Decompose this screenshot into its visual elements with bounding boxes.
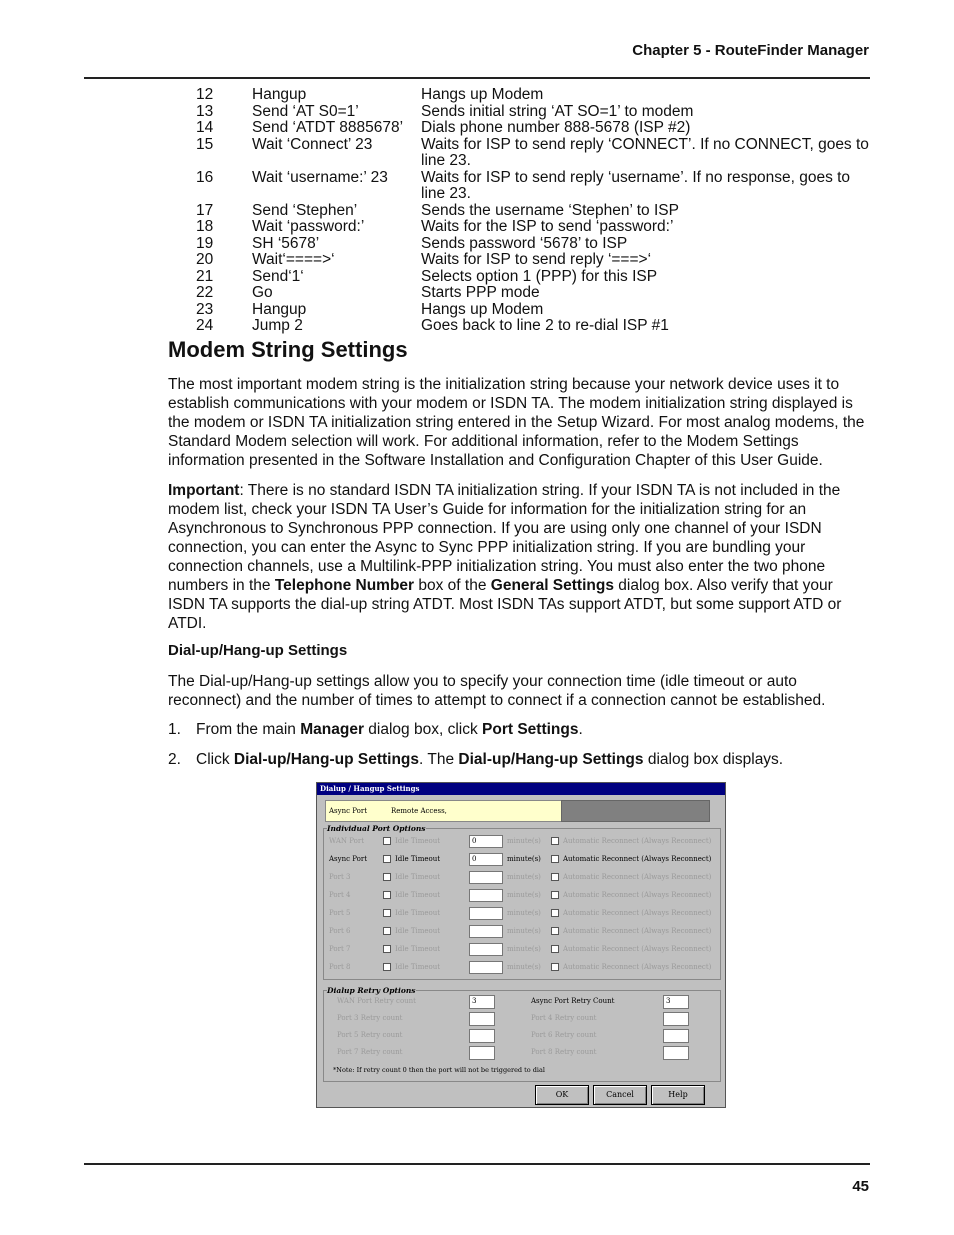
idle-timeout-checkbox[interactable] bbox=[383, 855, 391, 863]
minutes-label: minute(s) bbox=[507, 873, 541, 881]
idle-timeout-label: Idle Timeout bbox=[395, 891, 441, 899]
idle-timeout-label: Idle Timeout bbox=[395, 963, 441, 971]
step-command: Send ‘ATDT 8885678’ bbox=[252, 119, 404, 136]
step-number: 20 bbox=[196, 251, 214, 268]
step-number: 19 bbox=[196, 234, 214, 252]
list-text bbox=[196, 720, 583, 739]
port-info-bar-dark bbox=[561, 800, 710, 822]
step-description: Dials phone number 888-5678 (ISP #2) bbox=[421, 119, 691, 136]
step-command: Wait ‘Connect’ 23 bbox=[252, 135, 373, 153]
idle-timeout-checkbox[interactable] bbox=[383, 837, 391, 845]
port-row bbox=[329, 907, 719, 921]
port-row bbox=[329, 943, 719, 957]
step-command: Jump 2 bbox=[252, 317, 303, 334]
li1-c: dialog box, click bbox=[363, 721, 483, 738]
step-command: Send ‘Stephen’ bbox=[252, 201, 358, 219]
step-number: 15 bbox=[196, 135, 214, 153]
retry-row bbox=[531, 995, 721, 1009]
step-description: Waits for the ISP to send ‘password:’ bbox=[421, 218, 674, 235]
cancel-button[interactable]: Cancel bbox=[593, 1085, 647, 1105]
minutes-label: minute(s) bbox=[507, 963, 541, 971]
idle-minutes-input[interactable] bbox=[469, 961, 503, 974]
retry-note: *Note: If retry count 0 then the port will not be triggered to dial bbox=[333, 1066, 545, 1074]
running-header: Chapter 5 - RouteFinder Manager bbox=[632, 42, 869, 59]
step-number: 16 bbox=[196, 168, 214, 186]
step-command: Hangup bbox=[252, 300, 307, 318]
step-number: 24 bbox=[196, 317, 214, 334]
general-settings-term: General Settings bbox=[490, 577, 614, 594]
ok-button[interactable]: OK bbox=[535, 1085, 589, 1105]
retry-row bbox=[337, 995, 527, 1009]
step-number: 21 bbox=[196, 267, 214, 285]
auto-reconnect-checkbox[interactable] bbox=[551, 927, 559, 935]
idle-timeout-checkbox[interactable] bbox=[383, 891, 391, 899]
retry-row bbox=[531, 1012, 721, 1026]
retry-count-input[interactable] bbox=[663, 1046, 689, 1060]
table-row bbox=[196, 285, 876, 302]
step-description: Sends initial string ‘AT SO=1’ to modem bbox=[421, 102, 694, 120]
idle-timeout-label: Idle Timeout bbox=[395, 945, 441, 953]
auto-reconnect-checkbox[interactable] bbox=[551, 909, 559, 917]
li1-a: From the main bbox=[196, 721, 301, 738]
auto-reconnect-label: Automatic Reconnect (Always Reconnect) bbox=[563, 963, 712, 971]
step-command: Wait‘====>‘ bbox=[252, 251, 335, 268]
retry-count-input[interactable] bbox=[469, 1012, 495, 1026]
minutes-label: minute(s) bbox=[507, 891, 541, 899]
manager-term: Manager bbox=[300, 721, 364, 738]
port-row bbox=[329, 961, 719, 975]
dialup-hangup-dialog bbox=[316, 782, 726, 1108]
minutes-label: minute(s) bbox=[507, 927, 541, 935]
auto-reconnect-checkbox[interactable] bbox=[551, 891, 559, 899]
retry-count-input[interactable] bbox=[469, 1046, 495, 1060]
port-row bbox=[329, 835, 719, 849]
idle-minutes-input[interactable] bbox=[469, 871, 503, 884]
retry-count-input[interactable] bbox=[663, 1012, 689, 1026]
port-name: Port 3 bbox=[329, 873, 351, 881]
retry-label: Async Port Retry Count bbox=[531, 997, 615, 1005]
port-name: Port 4 bbox=[329, 891, 351, 899]
async-port-label: Async Port bbox=[329, 807, 368, 815]
idle-timeout-checkbox[interactable] bbox=[383, 945, 391, 953]
table-row bbox=[196, 302, 876, 319]
step-command: Go bbox=[252, 284, 273, 301]
minutes-label: minute(s) bbox=[507, 945, 541, 953]
retry-count-input[interactable] bbox=[469, 1029, 495, 1043]
retry-label: WAN Port Retry count bbox=[337, 997, 416, 1005]
idle-timeout-checkbox[interactable] bbox=[383, 927, 391, 935]
li2-a: Click bbox=[196, 751, 234, 768]
idle-timeout-checkbox[interactable] bbox=[383, 963, 391, 971]
li2-c: . The bbox=[419, 751, 459, 768]
script-steps-table bbox=[196, 87, 876, 335]
idle-timeout-label: Idle Timeout bbox=[395, 837, 441, 845]
retry-row bbox=[531, 1029, 721, 1043]
individual-port-options-label: Individual Port Options bbox=[327, 824, 426, 833]
port-name: WAN Port bbox=[329, 837, 365, 845]
table-row bbox=[196, 104, 876, 121]
step-command: Wait ‘password:’ bbox=[252, 218, 365, 235]
step-description: Sends the username ‘Stephen’ to ISP bbox=[421, 201, 679, 219]
table-row bbox=[196, 120, 876, 137]
step-number: 13 bbox=[196, 102, 214, 120]
paragraph-important bbox=[168, 481, 868, 633]
individual-port-options-group bbox=[323, 828, 721, 980]
idle-timeout-label: Idle Timeout bbox=[395, 873, 441, 881]
list-item bbox=[168, 720, 868, 739]
retry-count-value: 3 bbox=[666, 997, 671, 1005]
port-info-bar bbox=[325, 800, 562, 822]
dialog-title: Dialup / Hangup Settings bbox=[317, 783, 725, 795]
auto-reconnect-checkbox[interactable] bbox=[551, 945, 559, 953]
port-name: Port 8 bbox=[329, 963, 351, 971]
retry-count-value: 3 bbox=[472, 997, 477, 1005]
important-label: Important bbox=[168, 482, 240, 499]
page-number: 45 bbox=[852, 1178, 869, 1195]
list-number: 2. bbox=[168, 751, 181, 768]
idle-timeout-label: Idle Timeout bbox=[395, 909, 441, 917]
step-number: 18 bbox=[196, 218, 214, 235]
step-number: 14 bbox=[196, 119, 214, 136]
table-row bbox=[196, 236, 876, 253]
retry-row bbox=[337, 1029, 527, 1043]
dialup-settings-term: Dial-up/Hang-up Settings bbox=[233, 751, 420, 768]
idle-timeout-checkbox[interactable] bbox=[383, 909, 391, 917]
step-description: Waits for ISP to send reply ‘CONNECT’. If no CONNECT, goes to line 23. bbox=[421, 135, 869, 169]
auto-reconnect-label: Automatic Reconnect (Always Reconnect) bbox=[563, 873, 712, 881]
step-number: 12 bbox=[196, 86, 214, 103]
table-row bbox=[196, 219, 876, 236]
idle-timeout-checkbox[interactable] bbox=[383, 873, 391, 881]
auto-reconnect-label: Automatic Reconnect (Always Reconnect) bbox=[563, 837, 712, 845]
auto-reconnect-label: Automatic Reconnect (Always Reconnect) bbox=[563, 855, 712, 863]
header-rule bbox=[84, 77, 870, 79]
step-description: Sends password ‘5678’ to ISP bbox=[421, 234, 628, 252]
step-description: Selects option 1 (PPP) for this ISP bbox=[421, 267, 658, 285]
port-name: Port 5 bbox=[329, 909, 351, 917]
retry-label: Port 3 Retry count bbox=[337, 1014, 403, 1022]
step-description: Goes back to line 2 to re-dial ISP #1 bbox=[421, 317, 669, 334]
step-number: 23 bbox=[196, 300, 214, 318]
subheading-dialup: Dial-up/Hang-up Settings bbox=[168, 642, 348, 659]
remote-access-value: Remote Access, bbox=[391, 807, 447, 815]
table-row bbox=[196, 252, 876, 269]
retry-label: Port 7 Retry count bbox=[337, 1048, 403, 1056]
port-row bbox=[329, 889, 719, 903]
auto-reconnect-checkbox[interactable] bbox=[551, 873, 559, 881]
dialup-settings-term-2: Dial-up/Hang-up Settings bbox=[458, 751, 644, 768]
section-heading: Modem String Settings bbox=[168, 337, 408, 362]
idle-minutes-input[interactable] bbox=[469, 925, 503, 938]
idle-minutes-value: 0 bbox=[472, 855, 477, 863]
step-command: SH ‘5678’ bbox=[252, 234, 320, 252]
auto-reconnect-label: Automatic Reconnect (Always Reconnect) bbox=[563, 945, 712, 953]
retry-label: Port 8 Retry count bbox=[531, 1048, 597, 1056]
port-row bbox=[329, 871, 719, 885]
table-row bbox=[196, 318, 876, 335]
step-command: Send ‘AT S0=1’ bbox=[252, 102, 359, 120]
dialup-retry-options-label: Dialup Retry Options bbox=[327, 986, 416, 995]
list-number: 1. bbox=[168, 721, 181, 738]
table-row bbox=[196, 137, 876, 170]
step-command: Wait ‘username:’ 23 bbox=[252, 168, 388, 186]
retry-label: Port 5 Retry count bbox=[337, 1031, 403, 1039]
auto-reconnect-checkbox[interactable] bbox=[551, 837, 559, 845]
retry-label: Port 6 Retry count bbox=[531, 1031, 597, 1039]
auto-reconnect-label: Automatic Reconnect (Always Reconnect) bbox=[563, 909, 712, 917]
port-row bbox=[329, 925, 719, 939]
idle-minutes-input[interactable] bbox=[469, 889, 503, 902]
important-text-b: box of the bbox=[414, 577, 491, 594]
minutes-label: minute(s) bbox=[507, 909, 541, 917]
step-number: 17 bbox=[196, 201, 214, 219]
help-button[interactable]: Help bbox=[651, 1085, 705, 1105]
table-row bbox=[196, 269, 876, 286]
telephone-number-term: Telephone Number bbox=[274, 577, 415, 594]
idle-minutes-value: 0 bbox=[472, 837, 477, 845]
port-settings-term: Port Settings bbox=[482, 721, 579, 738]
li2-e: dialog box displays. bbox=[643, 751, 784, 768]
list-item bbox=[168, 750, 868, 769]
idle-minutes-input[interactable] bbox=[469, 907, 503, 920]
auto-reconnect-checkbox[interactable] bbox=[551, 855, 559, 863]
table-row bbox=[196, 203, 876, 220]
step-description: Starts PPP mode bbox=[421, 284, 540, 301]
auto-reconnect-label: Automatic Reconnect (Always Reconnect) bbox=[563, 927, 712, 935]
idle-minutes-input[interactable] bbox=[469, 943, 503, 956]
step-description: Hangs up Modem bbox=[421, 86, 544, 103]
idle-timeout-label: Idle Timeout bbox=[395, 927, 441, 935]
step-description: Hangs up Modem bbox=[421, 300, 544, 318]
table-row bbox=[196, 170, 876, 203]
list-text bbox=[196, 750, 783, 769]
step-description: Waits for ISP to send reply ‘username’. If no response, goes to line 23. bbox=[421, 168, 851, 202]
step-command: Hangup bbox=[252, 86, 307, 103]
port-name: Port 6 bbox=[329, 927, 351, 935]
important-text-a: : There is no standard ISDN TA initialization string. If your ISDN TA is not included in the modem list, check your ISDN TA User’s Guide for information for the initialization string for an Asynchronous to Synchronous PPP connection. If you are using only one channel of your ISDN connection, you can enter the Async to Sync PPP initialization string. If you are bundling your connection channels, use a Multilink-PPP initialization string. You must also enter the two phone numbers in the bbox=[168, 482, 841, 594]
retry-row bbox=[337, 1012, 527, 1026]
step-command: Send‘1‘ bbox=[252, 267, 304, 285]
idle-timeout-label: Idle Timeout bbox=[395, 855, 441, 863]
step-number: 22 bbox=[196, 284, 214, 301]
minutes-label: minute(s) bbox=[507, 855, 541, 863]
footer-rule bbox=[84, 1163, 870, 1165]
retry-row bbox=[531, 1046, 721, 1060]
paragraph-modem-string: The most important modem string is the initialization string because your network device uses it to establish communications with your modem or ISDN TA. The modem initialization string displayed is the modem or ISDN TA initialization string entered in the Setup Wizard. For most analog modems, the Standard Modem selection will work. For additional information, refer to the Modem Settings information presented in the Software Installation and Configuration Chapter of this User Guide. bbox=[168, 376, 865, 469]
paragraph-dialup: The Dial-up/Hang-up settings allow you to specify your connection time (idle timeout or auto reconnect) and the number of times to attempt to connect if a connection cannot be established. bbox=[168, 673, 826, 709]
step-description: Waits for ISP to send reply ‘===>‘ bbox=[421, 251, 652, 268]
auto-reconnect-label: Automatic Reconnect (Always Reconnect) bbox=[563, 891, 712, 899]
retry-count-input[interactable] bbox=[663, 1029, 689, 1043]
port-name: Port 7 bbox=[329, 945, 351, 953]
auto-reconnect-checkbox[interactable] bbox=[551, 963, 559, 971]
port-name: Async Port bbox=[329, 855, 368, 863]
minutes-label: minute(s) bbox=[507, 837, 541, 845]
table-row bbox=[196, 87, 876, 104]
retry-label: Port 4 Retry count bbox=[531, 1014, 597, 1022]
port-row bbox=[329, 853, 719, 867]
retry-row bbox=[337, 1046, 527, 1060]
important-text-c: dialog box. Also verify that your ISDN TA supports the dial-up string ATDT. Most ISDN TAs support ATDT, but some support ATD or ATDI. bbox=[168, 577, 842, 632]
li1-e: . bbox=[578, 721, 583, 738]
